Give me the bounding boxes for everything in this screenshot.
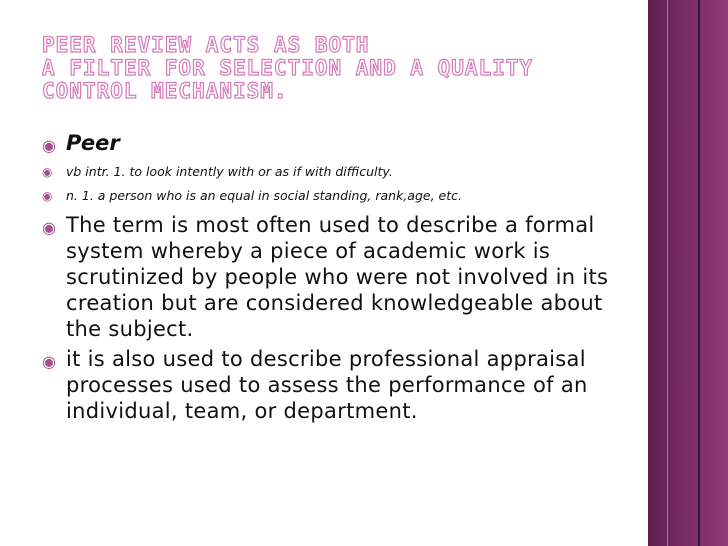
bullet-item-peer — [42, 130, 612, 156]
bullet-icon: ◉ — [42, 165, 53, 179]
decorative-side-band — [648, 0, 728, 546]
side-stripe — [667, 0, 668, 546]
title-line-3: CONTROL MECHANISM. — [42, 79, 288, 103]
bullet-item-noun-definition — [42, 188, 612, 204]
title-line-2: A FILTER FOR SELECTION AND A QUALITY — [42, 56, 534, 80]
bullet-icon: ◉ — [42, 218, 57, 237]
title-line-1: PEER REVIEW ACTS AS BOTH — [42, 33, 370, 57]
bullet-text: The term is most often used to describe a formal system whereby a piece of academic work is scrutinized by people who were not involved in its creation but are considered knowledgeable about the subject. — [66, 213, 609, 341]
slide-title — [42, 34, 602, 103]
side-stripe — [698, 0, 700, 546]
bullet-icon: ◉ — [42, 136, 56, 155]
bullet-list — [42, 130, 612, 428]
bullet-item-professional-appraisal — [42, 346, 612, 424]
bullet-item-verb-definition — [42, 164, 612, 180]
bullet-icon: ◉ — [42, 352, 57, 371]
bullet-text: it is also used to describe professional appraisal processes used to assess the performance of an individual, team, or department. — [66, 347, 588, 423]
bullet-text: Peer — [66, 131, 120, 155]
bullet-text: vb intr. 1. to look intently with or as if with difficulty. — [66, 164, 393, 179]
bullet-icon: ◉ — [42, 189, 53, 203]
bullet-item-term-description — [42, 212, 612, 342]
bullet-text: n. 1. a person who is an equal in social standing, rank,age, etc. — [66, 188, 462, 203]
